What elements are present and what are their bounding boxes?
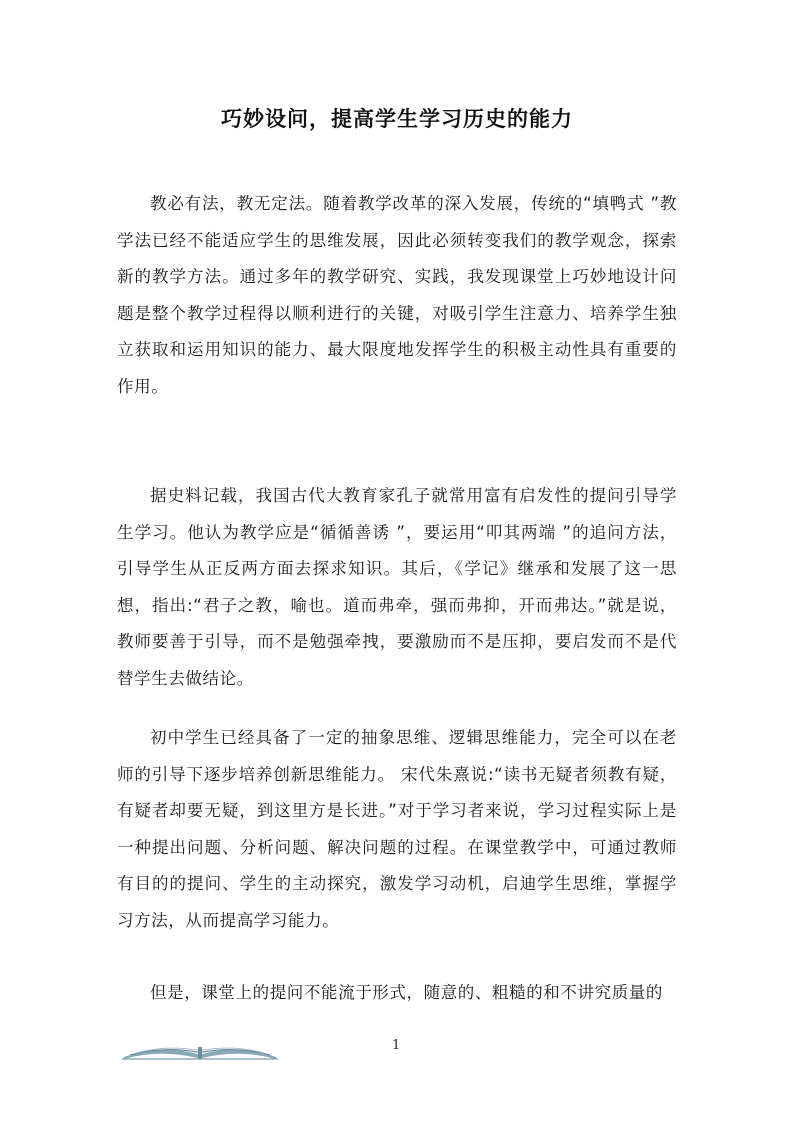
page-number: 1 bbox=[392, 1038, 401, 1053]
open-book-icon bbox=[120, 1038, 280, 1060]
body-paragraph-3 bbox=[117, 720, 677, 940]
paragraph-text: 但是，课堂上的提问不能流于形式，随意的、粗糙的和不讲究质量的 bbox=[150, 983, 663, 1002]
paragraph-text: 据史料记载，我国古代大教育家孔子就常用富有启发性的提问引导学生学习。他认为教学应是“循循善诱 ”，要运用“叩其两端 ”的追问方法，引导学生从正反两方面去探求知识。其后，《学记》继承和发展了这一思想，指出:“君子之教，喻也。道而弗牵，强而弗抑，开而弗达。”就是说，教师要善于引导，而不是勉强牵拽，要激励而不是压抑，要启发而不是代替学生去做结论。 bbox=[117, 486, 677, 688]
paragraph-text: 教必有法，教无定法。随着教学改革的深入发展，传统的“填鸭式 ”教学法已经不能适应学生的思维发展，因此必须转变我们的教学观念，探索新的教学方法。通过多年的教学研究、实践，我发现课堂上巧妙地设计问题是整个教学过程得以顺利进行的关键，对吸引学生注意力、培养学生独立获取和运用知识的能力、最大限度地发挥学生的积极主动性具有重要的作用。 bbox=[117, 194, 677, 396]
document-title: 巧妙设问，提高学生学习历史的能力 bbox=[221, 107, 573, 131]
paragraph-text: 初中学生已经具备了一定的抽象思维、逻辑思维能力，完全可以在老师的引导下逐步培养创新思维能力。 宋代朱熹说:“读书无疑者须教有疑，有疑者却要无疑，到这里方是长进。”对于学习者来说，学习过程实际上是一种提出问题、分析问题、解决问题的过程。在课堂教学中，可通过教师有目的的提问、学生的主动探究，激发学习动机，启迪学生思维，掌握学习方法，从而提高学习能力。 bbox=[117, 728, 677, 930]
body-paragraph-2 bbox=[117, 478, 677, 698]
body-paragraph-1 bbox=[117, 186, 677, 406]
body-paragraph-4 bbox=[117, 975, 677, 1012]
